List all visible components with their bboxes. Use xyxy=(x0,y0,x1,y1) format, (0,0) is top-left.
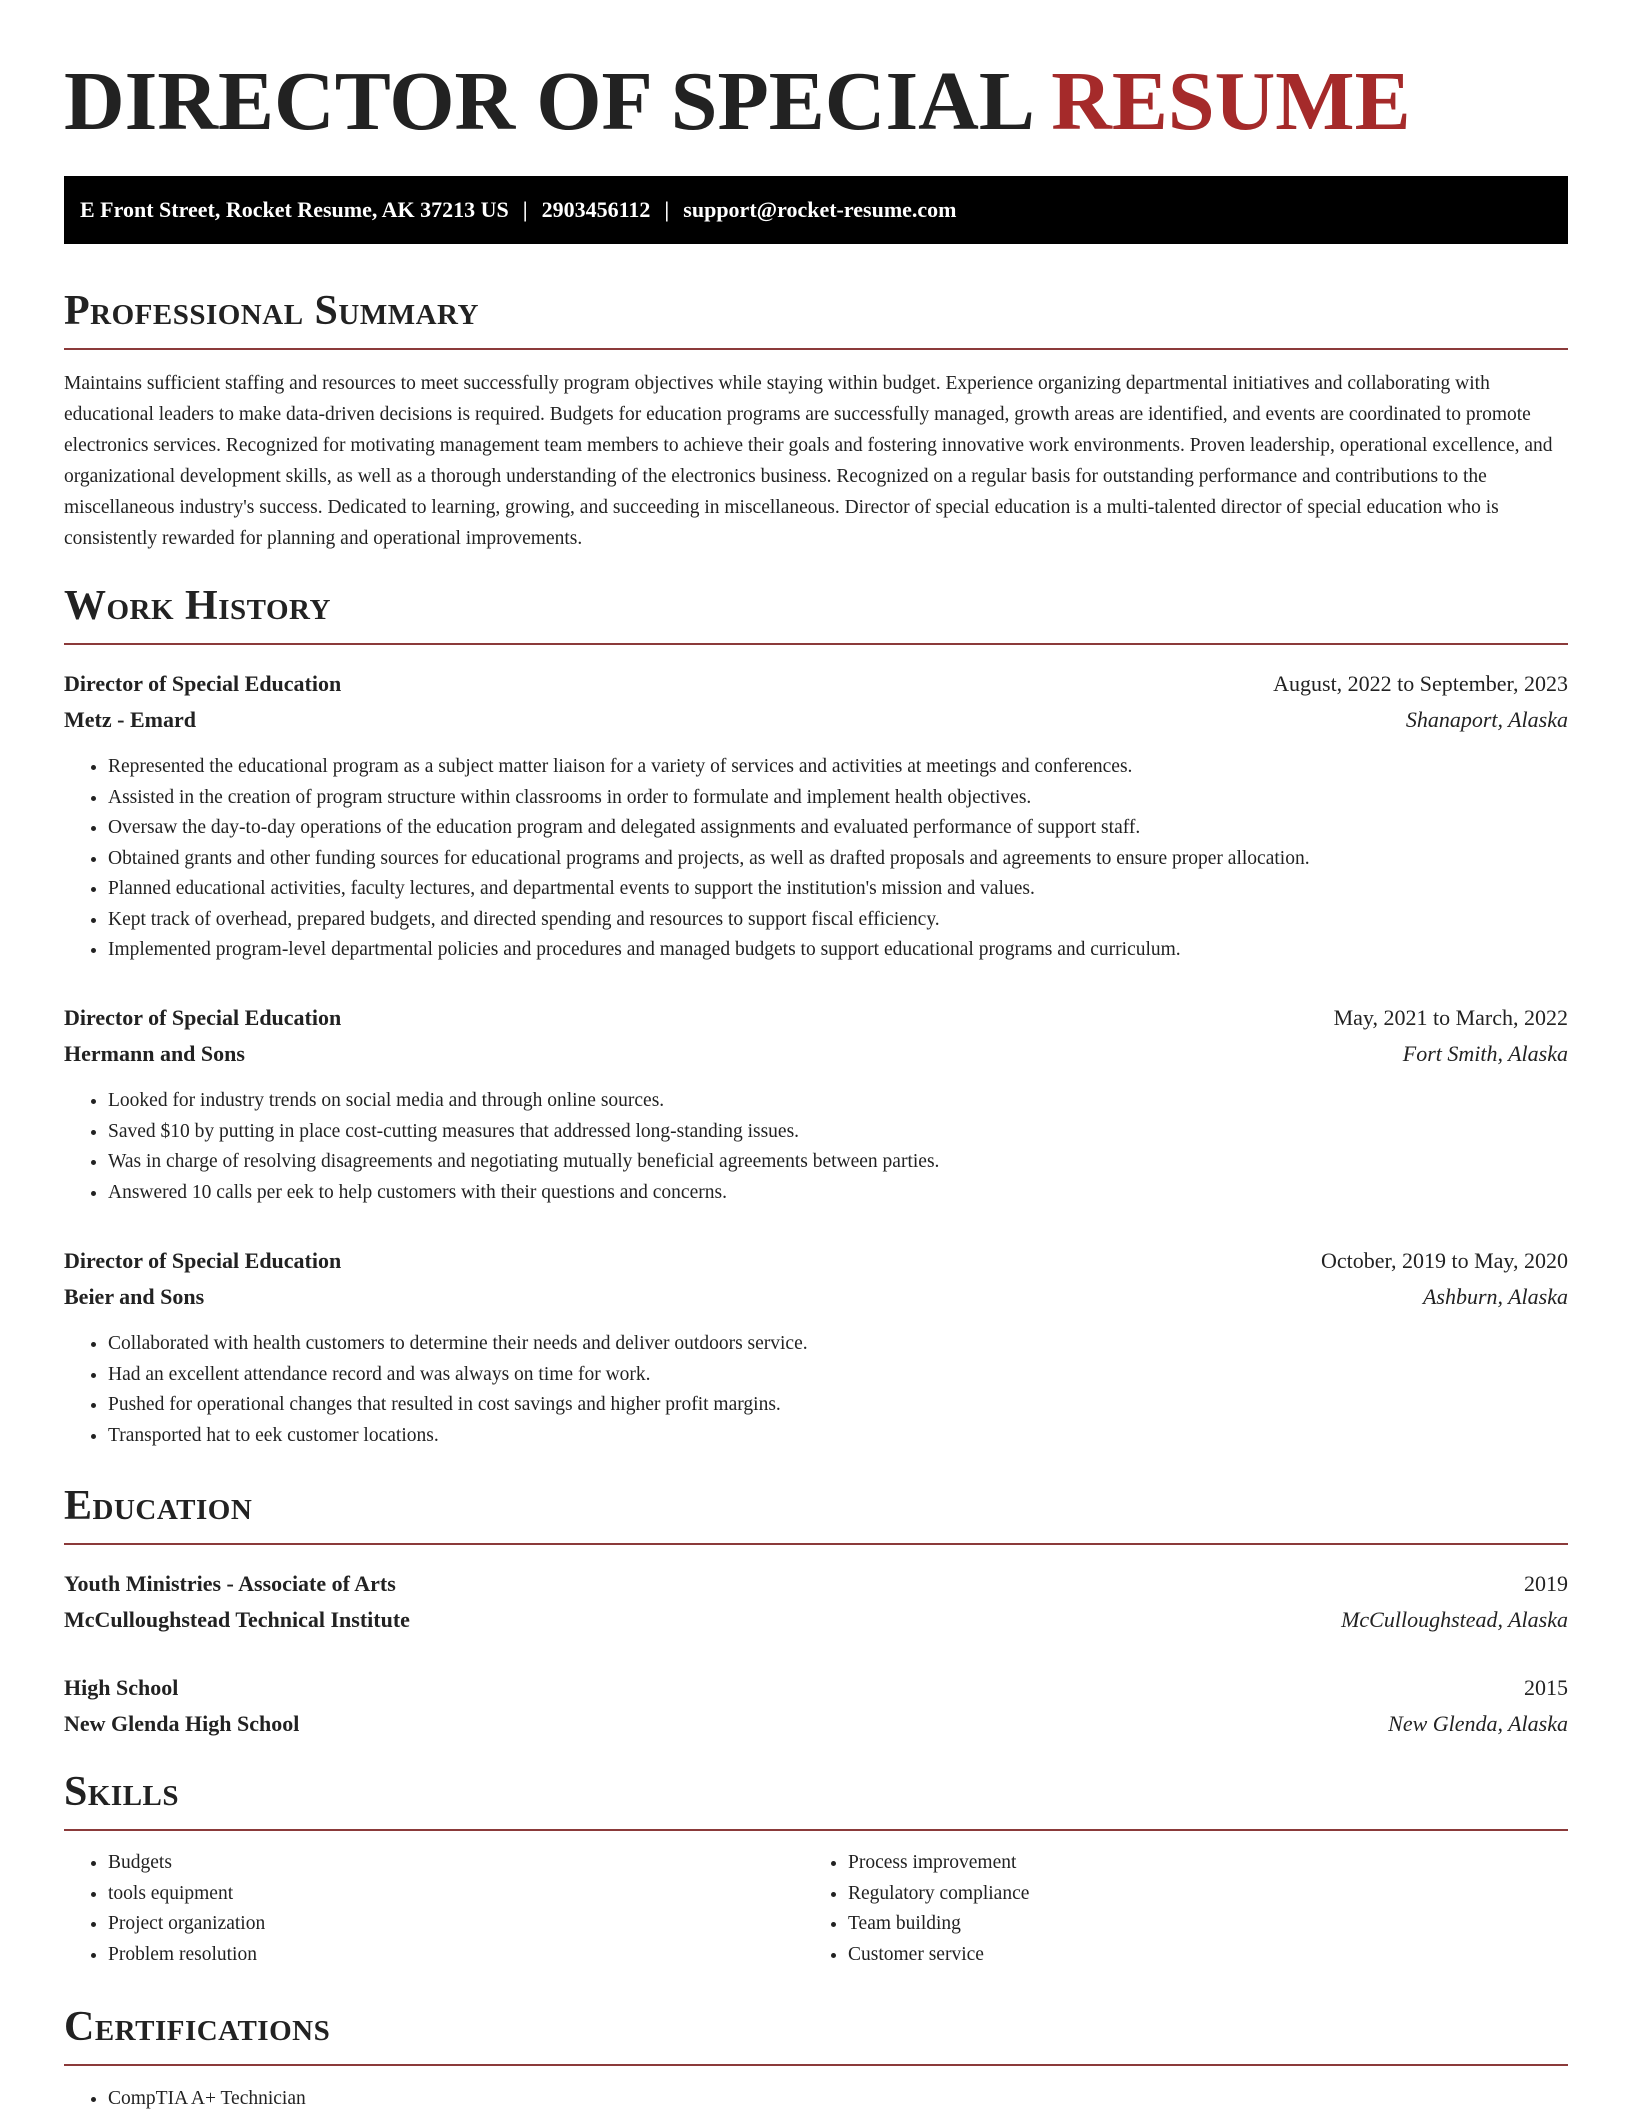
job-company-row xyxy=(64,1279,1568,1315)
skill-item: • Budgets xyxy=(108,1848,804,1879)
contact-bar xyxy=(64,176,1568,244)
education-header-row xyxy=(64,1566,1568,1602)
job-header-row xyxy=(64,1243,1568,1279)
skill-item: • Problem resolution xyxy=(108,1940,804,1971)
job-bullet: • Had an excellent attendance record and was always on time for work. xyxy=(108,1360,1568,1391)
job-header-row xyxy=(64,666,1568,702)
job-company: Beier and Sons xyxy=(64,1284,205,1309)
resume-title xyxy=(64,52,1411,152)
job-title: Director of Special Education xyxy=(64,1248,342,1273)
job-bullet: • Represented the educational program as a subject matter liaison for a variety of services and activities at meetings and conferences. xyxy=(108,752,1568,783)
job-bullets xyxy=(64,1329,1568,1451)
education-location: McCulloughstead, Alaska xyxy=(1341,1607,1568,1632)
job-bullet: • Implemented program-level departmental policies and procedures and managed budgets to support educational programs and curriculum. xyxy=(108,935,1568,966)
job-company: Metz - Emard xyxy=(64,707,196,732)
job-entry xyxy=(64,1243,1568,1451)
job-company: Hermann and Sons xyxy=(64,1041,245,1066)
education-year: 2015 xyxy=(1524,1675,1568,1700)
certifications-list xyxy=(64,2084,306,2115)
job-bullet: • Was in charge of resolving disagreements and negotiating mutually beneficial agreements between parties. xyxy=(108,1147,1568,1178)
education-year: 2019 xyxy=(1524,1571,1568,1596)
skills-column-right xyxy=(804,1848,1544,1970)
education-school-row xyxy=(64,1602,1568,1638)
contact-address: E Front Street, Rocket Resume, AK 37213 US xyxy=(80,197,509,222)
job-entry xyxy=(64,1000,1568,1208)
skill-item: • tools equipment xyxy=(108,1879,804,1910)
summary-text: Maintains sufficient staffing and resources to meet successfully program objectives while staying within budget. Experience organizing departmental initiatives and collaborating with educational leaders to make data-driven decisions is required. Budgets for education programs are successfully managed, growth areas are identified, and events are coordinated to promote electronics services. Recognized for motivating management team members to achieve their goals and fostering innovative work environments. Proven leadership, operational excellence, and organizational development skills, as well as a thorough understanding of the electronics business. Recognized on a regular basis for outstanding performance and contributions to the miscellaneous industry's success. Dedicated to learning, growing, and succeeding in miscellaneous. Director of special education is a multi-talented director of special education who is consistently rewarded for planning and operational improvements. xyxy=(64,373,1553,549)
contact-separator: | xyxy=(664,197,670,222)
education-entry xyxy=(64,1670,1568,1742)
education-school: New Glenda High School xyxy=(64,1711,300,1736)
job-bullet: • Pushed for operational changes that resulted in cost savings and higher profit margins. xyxy=(108,1390,1568,1421)
job-entry xyxy=(64,666,1568,966)
job-bullet: • Kept track of overhead, prepared budgets, and directed spending and resources to support fiscal efficiency. xyxy=(108,905,1568,936)
contact-email: support@rocket-resume.com xyxy=(683,197,957,222)
skill-item: • Regulatory compliance xyxy=(848,1879,1544,1910)
skill-item: • Project organization xyxy=(108,1909,804,1940)
title-main: DIRECTOR OF SPECIAL xyxy=(64,55,1031,148)
skills-heading: Skills xyxy=(64,1767,1568,1831)
work-history-heading: Work History xyxy=(64,581,1568,645)
job-bullet: • Oversaw the day-to-day operations of the education program and delegated assignments and evaluated performance of support staff. xyxy=(108,813,1568,844)
job-dates: May, 2021 to March, 2022 xyxy=(1333,1005,1568,1030)
job-location: Shanaport, Alaska xyxy=(1405,707,1568,732)
education-school-row xyxy=(64,1706,1568,1742)
skills-column-left xyxy=(64,1848,804,1970)
job-dates: October, 2019 to May, 2020 xyxy=(1321,1248,1568,1273)
job-location: Fort Smith, Alaska xyxy=(1402,1041,1568,1066)
job-location: Ashburn, Alaska xyxy=(1422,1284,1568,1309)
job-bullet: • Assisted in the creation of program structure within classrooms in order to formulate and implement health objectives. xyxy=(108,783,1568,814)
job-bullet: • Planned educational activities, faculty lectures, and departmental events to support the institution's mission and values. xyxy=(108,874,1568,905)
education-degree: Youth Ministries - Associate of Arts xyxy=(64,1571,396,1596)
title-accent: RESUME xyxy=(1051,55,1411,148)
job-company-row xyxy=(64,702,1568,738)
job-bullets xyxy=(64,1086,1568,1208)
certification-item: • CompTIA A+ Technician xyxy=(108,2084,306,2115)
education-degree: High School xyxy=(64,1675,179,1700)
education-location: New Glenda, Alaska xyxy=(1388,1711,1568,1736)
skill-item: • Team building xyxy=(848,1909,1544,1940)
skills-list xyxy=(64,1848,1568,1970)
job-bullet: • Answered 10 calls per eek to help customers with their questions and concerns. xyxy=(108,1178,1568,1209)
job-bullet: • Transported hat to eek customer locations. xyxy=(108,1421,1568,1452)
job-title: Director of Special Education xyxy=(64,1005,342,1030)
job-bullet: • Looked for industry trends on social media and through online sources. xyxy=(108,1086,1568,1117)
job-bullets xyxy=(64,752,1568,966)
education-school: McCulloughstead Technical Institute xyxy=(64,1607,410,1632)
job-company-row xyxy=(64,1036,1568,1072)
job-header-row xyxy=(64,1000,1568,1036)
contact-phone: 2903456112 xyxy=(541,197,651,222)
certifications-heading: Certifications xyxy=(64,2002,1568,2066)
skill-item: • Process improvement xyxy=(848,1848,1544,1879)
education-entry xyxy=(64,1566,1568,1638)
job-title: Director of Special Education xyxy=(64,671,342,696)
job-dates: August, 2022 to September, 2023 xyxy=(1273,671,1568,696)
education-heading: Education xyxy=(64,1481,1568,1545)
job-bullet: • Collaborated with health customers to determine their needs and deliver outdoors service. xyxy=(108,1329,1568,1360)
contact-separator: | xyxy=(522,197,528,222)
job-bullet: • Obtained grants and other funding sources for educational programs and projects, as well as drafted proposals and agreements to ensure proper allocation. xyxy=(108,844,1568,875)
education-header-row xyxy=(64,1670,1568,1706)
summary-heading: Professional Summary xyxy=(64,286,1568,350)
skill-item: • Customer service xyxy=(848,1940,1544,1971)
job-bullet: • Saved $10 by putting in place cost-cutting measures that addressed long-standing issues. xyxy=(108,1117,1568,1148)
